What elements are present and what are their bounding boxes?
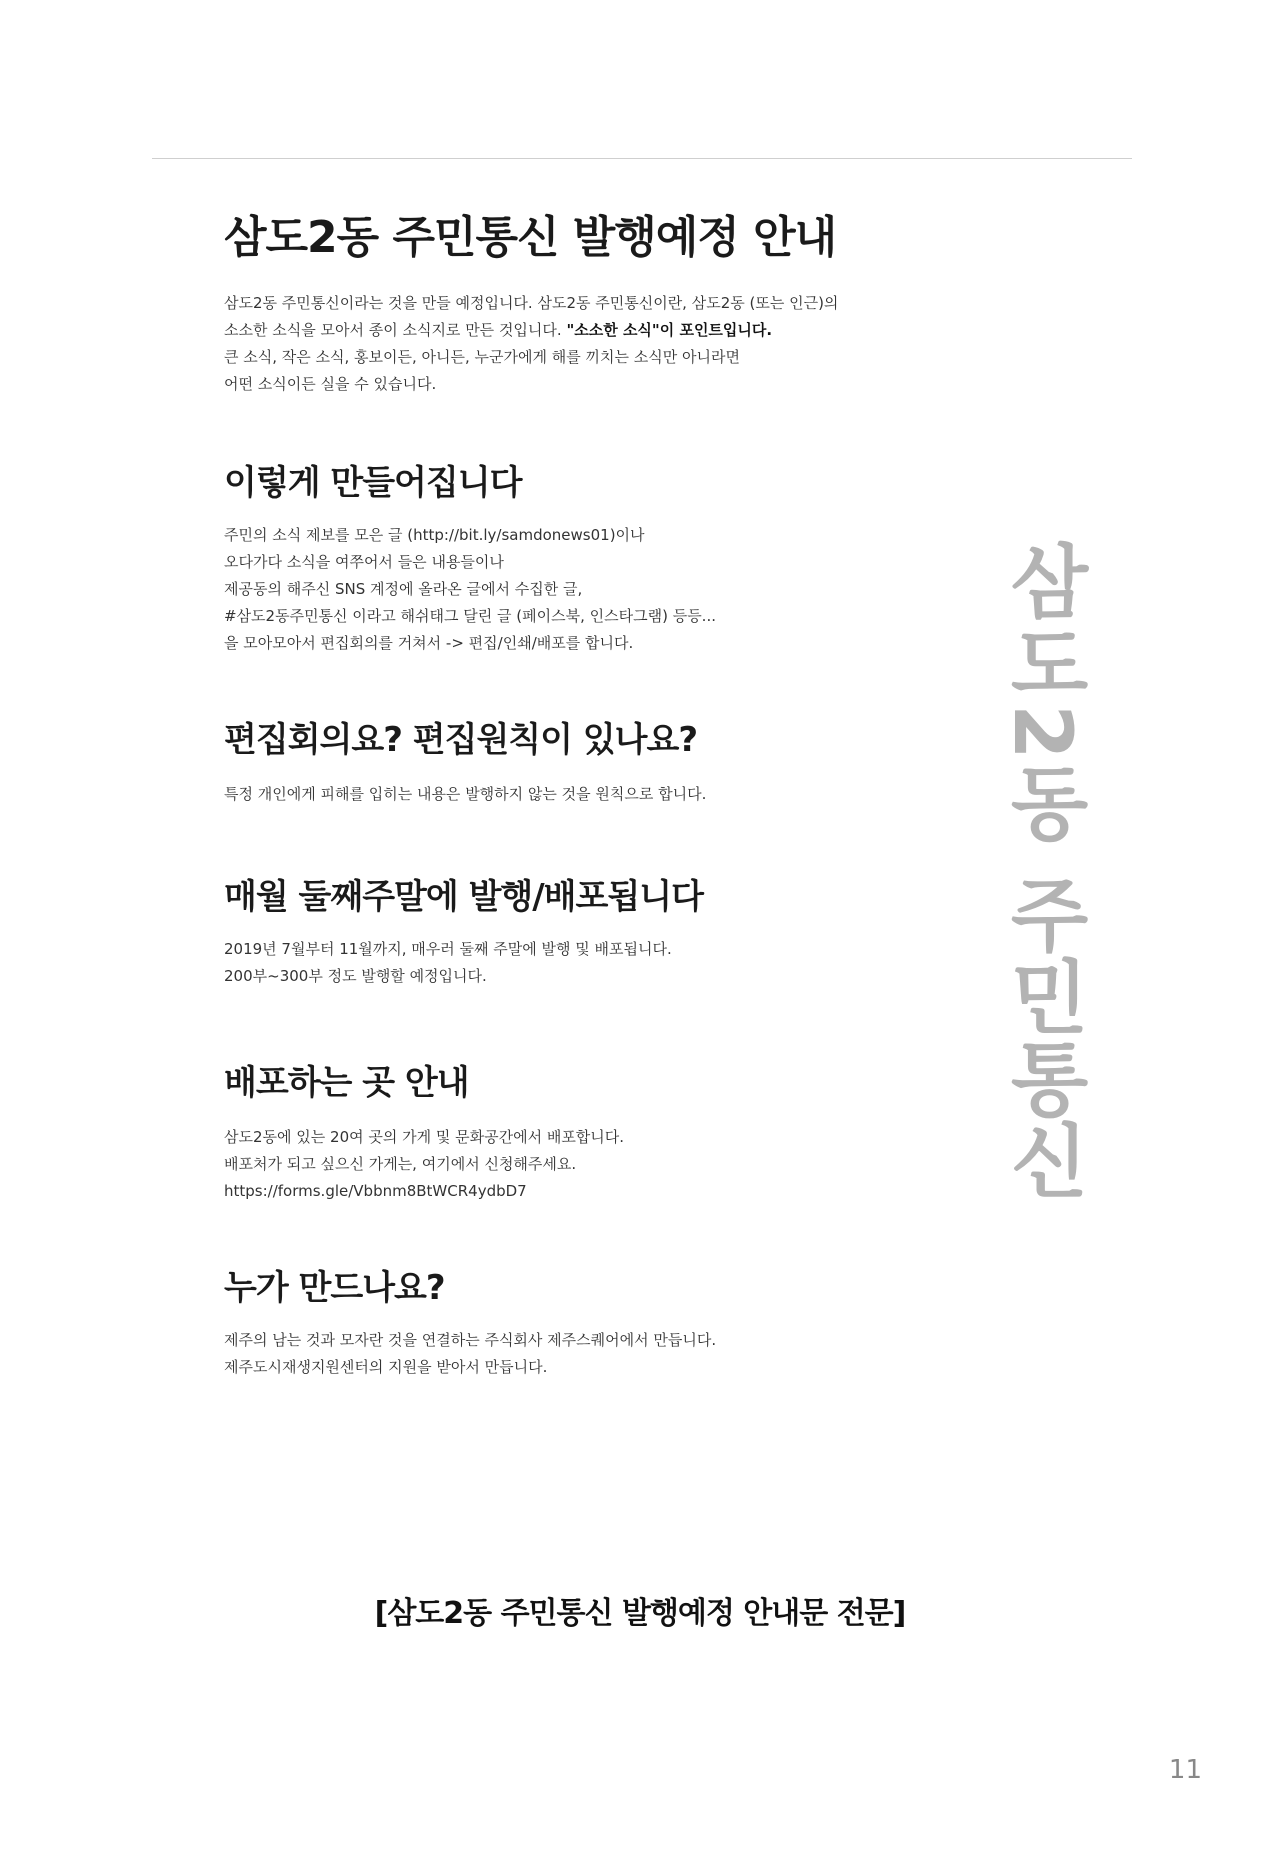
- intro-line-1: 삼도2동 주민통신이라는 것을 만들 예정입니다. 삼도2동 주민통신이란, 삼도2동 (또는 인근)의: [224, 294, 839, 312]
- section-heading: 편집회의요? 편집원칙이 있나요?: [224, 720, 698, 760]
- section-body: 특정 개인에게 피해를 입히는 내용은 발행하지 않는 것을 원칙으로 합니다.: [224, 785, 707, 803]
- vertical-side-title: 삼도2동 주민통신: [996, 540, 1089, 1202]
- section-body: 주민의 소식 제보를 모은 글 (http://bit.ly/samdonews01)이나 오다가다 소식을 여쭈어서 들은 내용들이나 제공동의 해주신 SNS 계정에 올라온 글에서 수집한 글, #삼도2동주민통신 이라고 해쉬태그 달린 글 (페이스북, 인스타그램) 등등... 을 모아모아서 편집회의를 거쳐서 -> 편집/인쇄/배포를 합니다.: [224, 526, 716, 652]
- section-editorial-principle: [224, 717, 984, 808]
- section-body: 2019년 7월부터 11월까지, 매우러 둘째 주말에 발행 및 배포됩니다. 200부~300부 정도 발행할 예정입니다.: [224, 940, 672, 985]
- section-who-makes: [224, 1265, 984, 1381]
- section-how-made: [224, 460, 984, 657]
- page-number: 11: [1168, 1755, 1202, 1785]
- intro-highlight: "소소한 소식"이 포인트입니다.: [566, 321, 773, 339]
- section-heading: 누가 만드나요?: [224, 1268, 445, 1308]
- top-divider: [152, 158, 1132, 159]
- notice-content: [224, 210, 984, 1381]
- section-heading: 배포하는 곳 안내: [224, 1063, 469, 1103]
- intro-line-3: 큰 소식, 작은 소식, 홍보이든, 아니든, 누군가에게 해를 끼치는 소식만 아니라면: [224, 348, 740, 366]
- section-body: 삼도2동에 있는 20여 곳의 가게 및 문화공간에서 배포합니다. 배포처가 되고 싶으신 가게는, 여기에서 신청해주세요. https://forms.gle/Vbbnm8BtWCR4ydbD7: [224, 1128, 625, 1200]
- intro-paragraph: [224, 290, 984, 398]
- section-body: 제주의 남는 것과 모자란 것을 연결하는 주식회사 제주스퀘어에서 만듭니다. 제주도시재생지원센터의 지원을 받아서 만듭니다.: [224, 1331, 717, 1376]
- figure-caption: [삼도2동 주민통신 발행예정 안내문 전문]: [374, 1596, 906, 1631]
- intro-line-4: 어떤 소식이든 실을 수 있습니다.: [224, 375, 437, 393]
- page-title: 삼도2동 주민통신 발행예정 안내: [224, 212, 837, 263]
- section-heading: 매월 둘째주말에 발행/배포됩니다: [224, 877, 703, 917]
- section-heading: 이렇게 만들어집니다: [224, 463, 522, 503]
- intro-line-2: 소소한 소식을 모아서 종이 소식지로 만든 것입니다.: [224, 321, 567, 339]
- section-publication-schedule: [224, 874, 984, 990]
- section-distribution: [224, 1060, 984, 1205]
- intro-section: [224, 290, 984, 398]
